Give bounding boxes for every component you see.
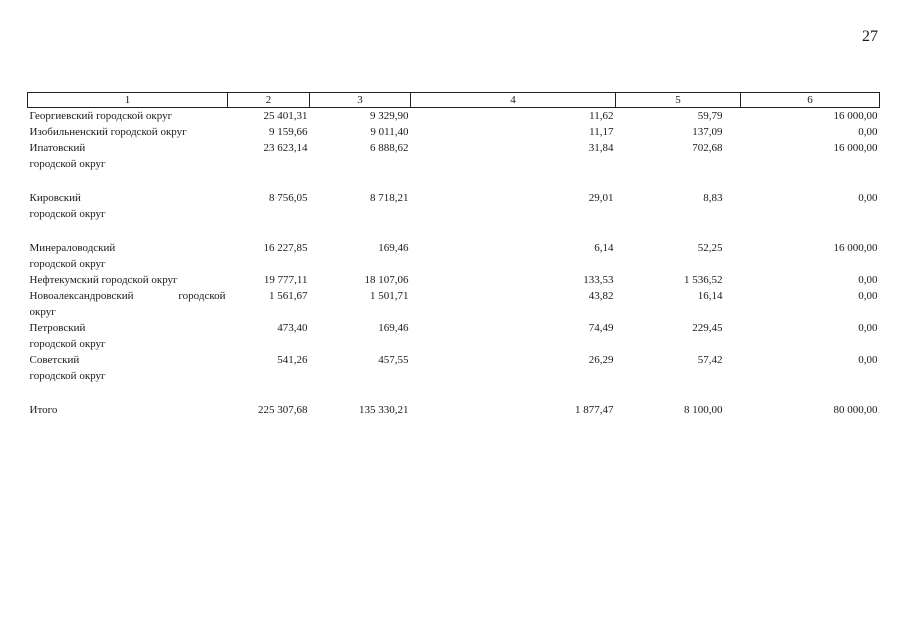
column-header: 3 (310, 93, 411, 108)
cell-col2: 473,40 (277, 322, 308, 334)
table-row (28, 108, 880, 125)
cell-col5: 229,45 (692, 322, 723, 334)
cell-col4: 11,62 (589, 110, 614, 122)
header-row (28, 93, 880, 108)
cell-col4: 31,84 (588, 142, 614, 154)
cell-col3: 18 107,06 (364, 274, 409, 286)
cell-col6: 0,00 (858, 126, 878, 138)
total-col4: 1 877,47 (575, 404, 614, 416)
cell-col6: 0,00 (858, 354, 878, 366)
cell-col5: 137,09 (692, 126, 723, 138)
total-row (28, 402, 880, 418)
cell-col5: 16,14 (697, 290, 723, 302)
table-row (28, 240, 880, 272)
total-col6: 80 000,00 (833, 404, 878, 416)
cell-col3: 6 888,62 (370, 142, 409, 154)
cell-col3: 1 501,71 (370, 290, 409, 302)
cell-col4: 43,82 (588, 290, 614, 302)
district-name: Кировский городской округ (29, 192, 106, 220)
district-name: Ипатовский городской округ (29, 142, 106, 170)
district-name: Минераловодский городской округ (29, 242, 116, 270)
cell-col2: 9 159,66 (269, 126, 308, 138)
cell-col6: 16 000,00 (833, 142, 878, 154)
cell-col4: 26,29 (588, 354, 614, 366)
cell-col3: 457,55 (378, 354, 409, 366)
district-name: Георгиевский городской округ (29, 110, 173, 122)
page-number: 27 (862, 28, 878, 45)
district-name: Советский городской округ (29, 354, 106, 382)
column-header: 6 (741, 93, 880, 108)
cell-col2: 16 227,85 (263, 242, 308, 254)
table-row (28, 190, 880, 222)
cell-col3: 169,46 (378, 322, 409, 334)
cell-col2: 23 623,14 (263, 142, 308, 154)
cell-col6: 0,00 (858, 274, 878, 286)
total-label: Итого (29, 404, 58, 416)
total-col5: 8 100,00 (684, 404, 723, 416)
cell-col3: 8 718,21 (370, 192, 409, 204)
column-header: 2 (228, 93, 310, 108)
cell-col6: 0,00 (858, 290, 878, 302)
cell-col4: 29,01 (588, 192, 614, 204)
cell-col2: 19 777,11 (263, 274, 308, 286)
column-header: 4 (411, 93, 616, 108)
cell-col3: 9 329,90 (370, 110, 409, 122)
cell-col3: 169,46 (378, 242, 409, 254)
cell-col2: 1 561,67 (269, 290, 308, 302)
cell-col4: 133,53 (583, 274, 614, 286)
cell-col5: 8,83 (703, 192, 723, 204)
cell-col4: 74,49 (588, 322, 614, 334)
column-header: 1 (28, 93, 228, 108)
table-row (28, 140, 880, 172)
table-row (28, 320, 880, 352)
cell-col2: 541,26 (277, 354, 308, 366)
cell-col6: 0,00 (858, 192, 878, 204)
table-row (28, 352, 880, 384)
cell-col6: 16 000,00 (833, 110, 878, 122)
cell-col4: 11,17 (589, 126, 614, 138)
data-table (27, 92, 880, 418)
cell-col2: 25 401,31 (263, 110, 308, 122)
cell-col5: 702,68 (692, 142, 723, 154)
cell-col2: 8 756,05 (269, 192, 308, 204)
table-row (28, 272, 880, 288)
cell-col4: 6,14 (594, 242, 614, 254)
column-header: 5 (616, 93, 741, 108)
table-row (28, 288, 880, 320)
cell-col5: 1 536,52 (684, 274, 723, 286)
district-name: Петровский городской округ (29, 322, 106, 350)
total-col2: 225 307,68 (258, 404, 308, 416)
cell-col6: 0,00 (858, 322, 878, 334)
cell-col3: 9 011,40 (370, 126, 409, 138)
total-col3: 135 330,21 (359, 404, 409, 416)
cell-col5: 59,79 (697, 110, 723, 122)
district-name: Изобильненский городской округ (29, 126, 187, 138)
table-row (28, 124, 880, 140)
cell-col5: 57,42 (697, 354, 723, 366)
cell-col5: 52,25 (697, 242, 723, 254)
district-name: Нефтекумский городской округ (29, 274, 178, 286)
cell-col6: 16 000,00 (833, 242, 878, 254)
district-name: Новоалександровский городской округ (29, 290, 226, 318)
